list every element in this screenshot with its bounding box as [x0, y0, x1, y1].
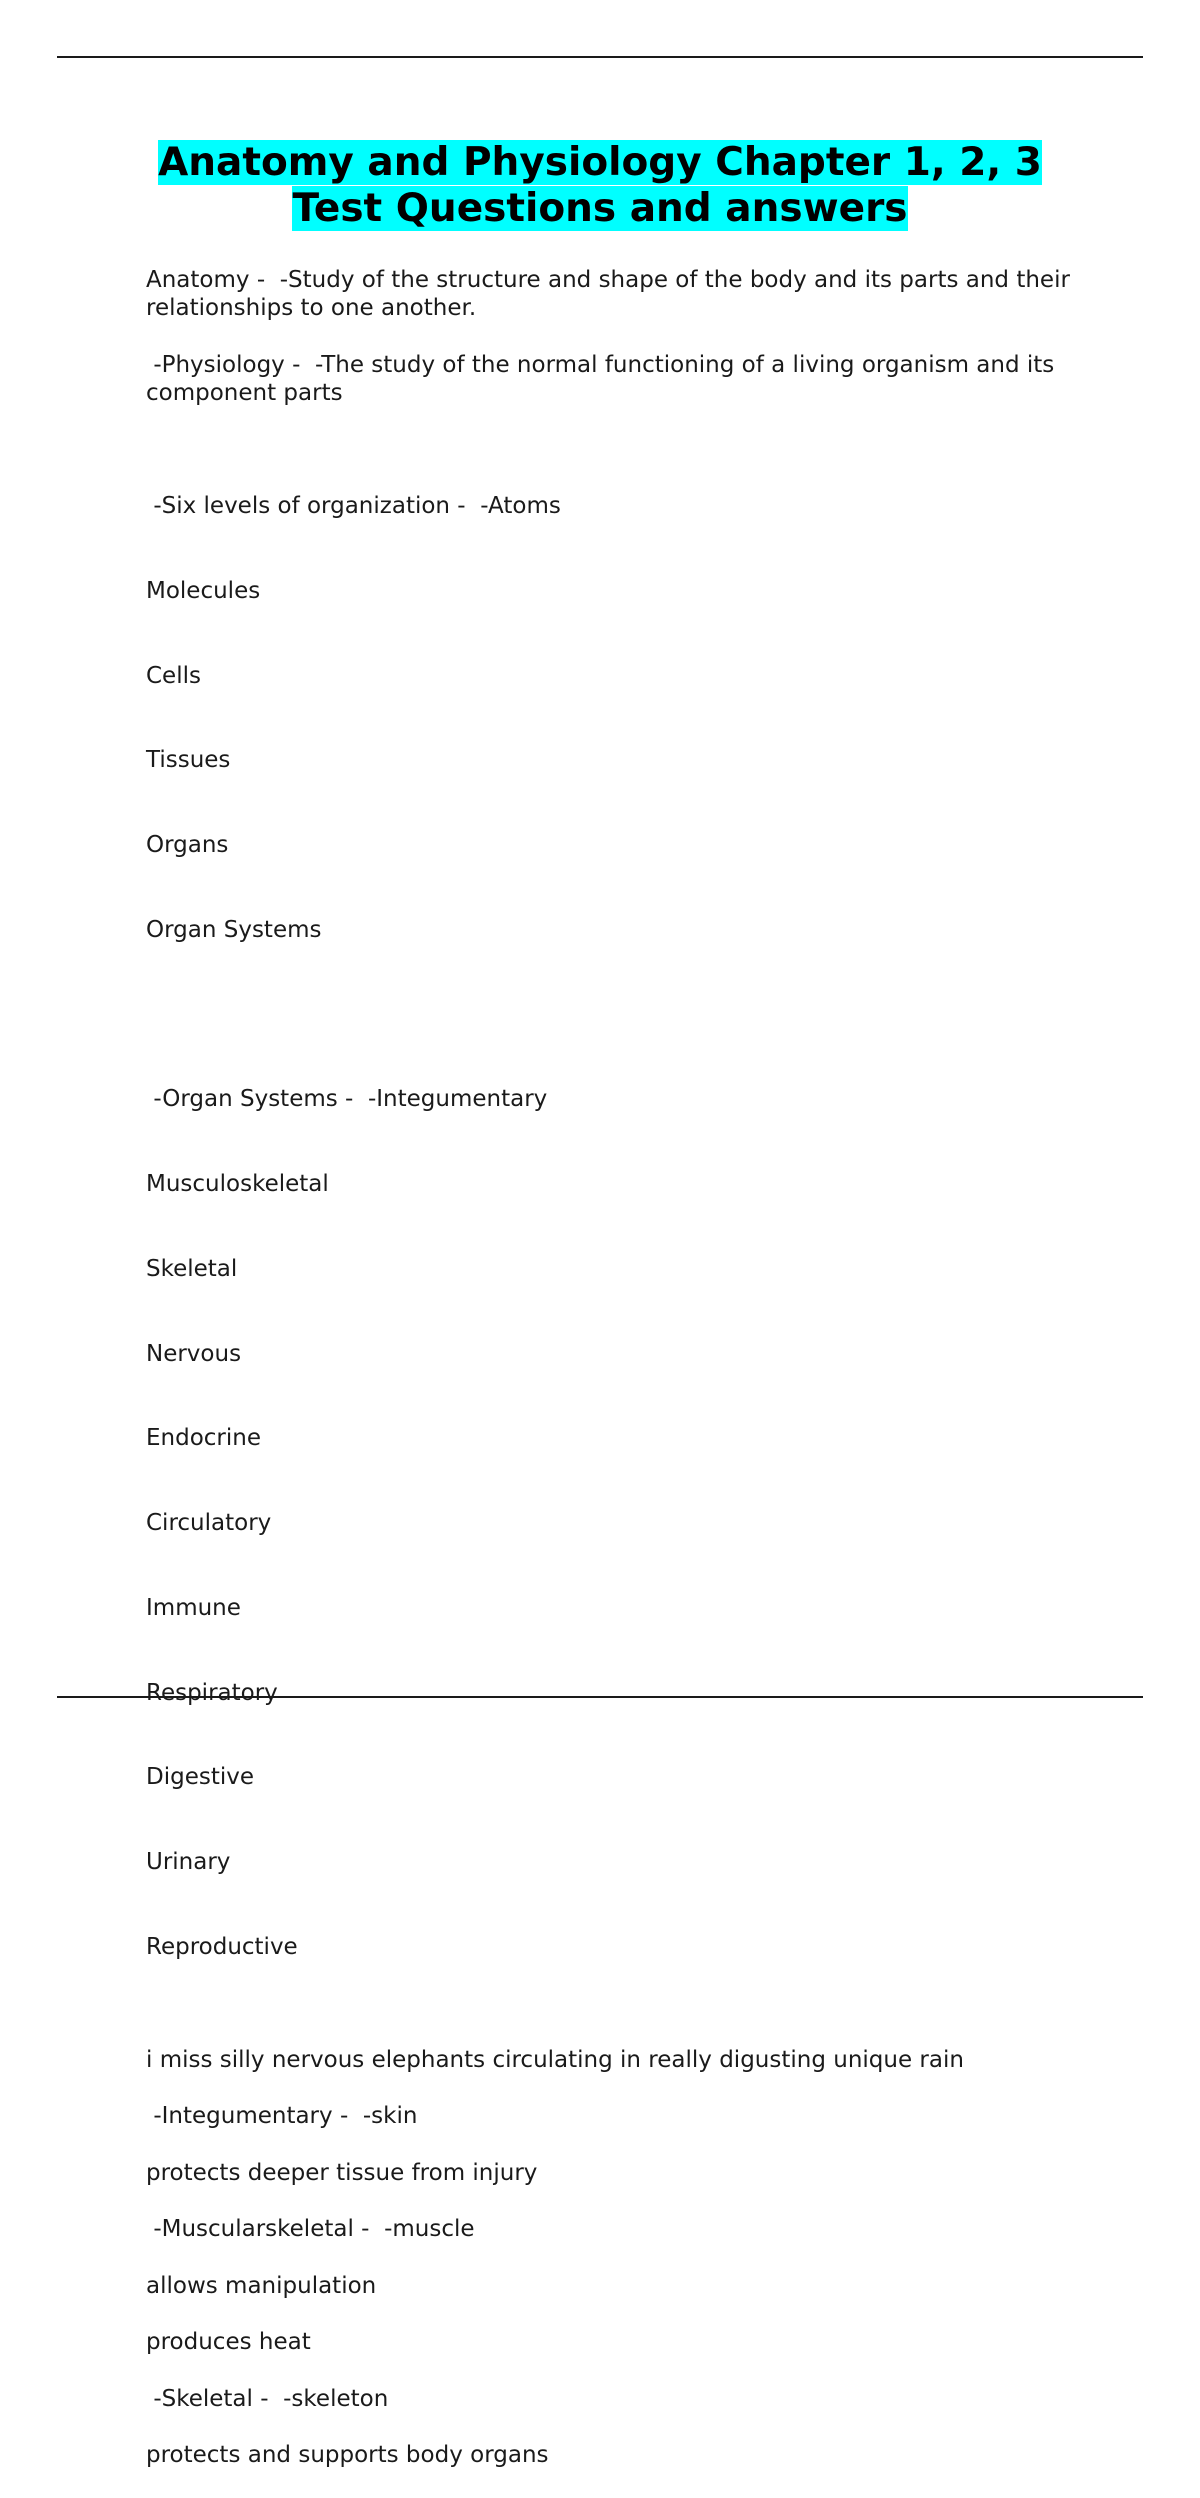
system-item: Circulatory — [146, 1510, 272, 1536]
title-line-2: Test Questions and answers — [292, 186, 908, 231]
muscular-function-1: allows manipulation — [146, 2272, 377, 2299]
system-item: Digestive — [146, 1764, 255, 1791]
system-item: Nervous — [146, 1340, 242, 1367]
skeletal-term: -Skeletal - -skeleton — [146, 2385, 389, 2412]
system-item: Respiratory — [146, 1679, 278, 1706]
title-line-1: Anatomy and Physiology Chapter 1, 2, 3 — [158, 140, 1042, 185]
anatomy-definition: Anatomy - -Study of the structure and shape of the body and its parts and their relationships to one another. — [146, 267, 1078, 322]
system-item: Endocrine — [146, 1425, 261, 1452]
header-rule — [57, 56, 1143, 58]
integumentary-term: -Integumentary - -skin — [146, 2103, 418, 2130]
level-item: Organs — [146, 832, 229, 858]
level-item: Organ Systems — [146, 916, 322, 943]
level-item: Tissues — [146, 747, 231, 774]
muscular-function-2: produces heat — [146, 2329, 311, 2356]
system-item: Musculoskeletal — [146, 1171, 329, 1197]
level-item: Cells — [146, 662, 201, 689]
footer-rule — [57, 1696, 1143, 1698]
system-item: Skeletal — [146, 1255, 238, 1282]
integumentary-function: protects deeper tissue from injury — [146, 2159, 538, 2186]
systems-heading: -Organ Systems - -Integumentary — [146, 1086, 548, 1113]
level-item: Molecules — [146, 577, 261, 604]
levels-heading: -Six levels of organization - -Atoms — [146, 493, 561, 519]
levels-of-organization — [146, 436, 1086, 1001]
mnemonic: i miss silly nervous elephants circulating in really digusting unique rain — [146, 2046, 964, 2073]
document-title — [100, 140, 1100, 232]
system-item: Immune — [146, 1594, 241, 1621]
document-body — [146, 266, 1086, 2498]
muscular-term: -Muscularskeletal - -muscle — [146, 2216, 475, 2243]
skeletal-function: protects and supports body organs — [146, 2442, 549, 2469]
system-item: Reproductive — [146, 1933, 298, 1960]
organ-systems — [146, 1029, 1086, 2018]
physiology-definition: -Physiology - -The study of the normal functioning of a living organism and its component parts — [146, 351, 1062, 406]
system-item: Urinary — [146, 1849, 231, 1875]
